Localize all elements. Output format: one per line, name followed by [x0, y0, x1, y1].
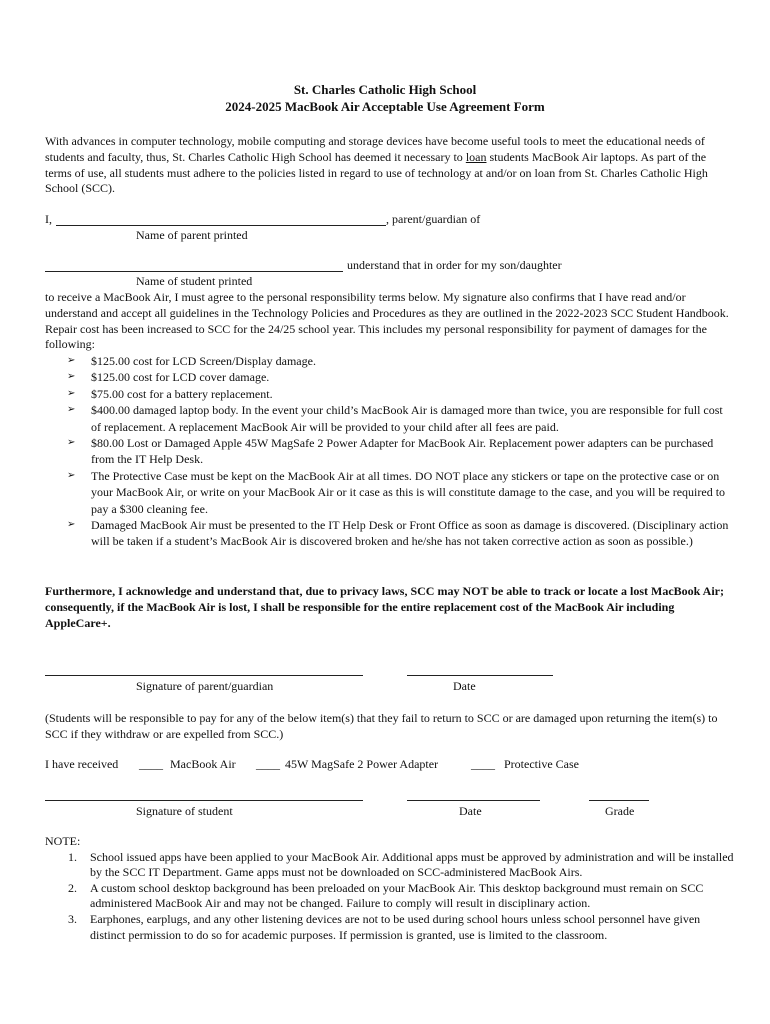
parent-signature-caption: Signature of parent/guardian	[136, 679, 274, 693]
cost-list	[67, 353, 732, 550]
student-name-field[interactable]	[45, 271, 343, 272]
school-name: St. Charles Catholic High School	[293, 82, 477, 97]
note-item	[45, 850, 735, 881]
cost-item: ➢ The Protective Case must be kept on the MacBook Air at all times. DO NOT place any stickers or tape on the protective case or on your MacBook Air, or write on your MacBook Air or it case as this is will constitute damage to the case, and you will be required to pay a $300 cleaning fee.	[67, 468, 726, 516]
cost-item: ➢ $400.00 damaged laptop body. In the event your child’s MacBook Air is damaged more than twice, you are responsible for full cost of replacement. A replacement MacBook Air will be provided to your child after all fees are paid.	[67, 403, 723, 434]
student-grade-field[interactable]	[589, 800, 649, 801]
note-item	[45, 881, 735, 912]
intro-text-b: students MacBook Air laptops. As part of the terms of use, all students must adhere to the policies listed in regard to use of technology at and/or on loan from St. Charles Catholic High School (SCC).	[45, 149, 708, 196]
student-name-caption: Name of student printed	[136, 274, 253, 288]
note-text: A custom school desktop background has been preloaded on your MacBook Air. This desktop background must remain on SCC administered MacBook Air and may not be changed. Failure to comply will result in disciplinary action.	[90, 880, 704, 911]
adapter-received-label: 45W MagSafe 2 Power Adapter	[285, 757, 439, 771]
student-date-caption: Date	[459, 804, 482, 818]
parent-signature-field[interactable]	[45, 675, 363, 676]
case-received-label: Protective Case	[504, 757, 579, 771]
arrow-bullet-icon: ➢	[67, 371, 76, 383]
acknowledgement-paragraph: Furthermore, I acknowledge and understand that, due to privacy laws, SCC may NOT be able to track or locate a lost MacBook Air; consequently, if the MacBook Air is lost, I shall be responsible for the entire replacement cost of the MacBook Air including AppleCare+.	[45, 584, 724, 630]
form-title: 2024-2025 MacBook Air Acceptable Use Agreement Form	[225, 99, 545, 114]
received-label: I have received	[45, 757, 119, 771]
note-number: 3.	[68, 911, 77, 926]
return-notice: (Students will be responsible to pay for any of the below item(s) that they fail to return to SCC or are damaged upon returning the item(s) to SCC if they withdraw or are expelled from SCC.)	[45, 711, 718, 741]
arrow-bullet-icon: ➢	[67, 355, 76, 366]
cost-item: ➢ $75.00 cost for a battery replacement.	[67, 386, 273, 401]
arrow-bullet-icon: ➢	[67, 469, 76, 481]
parent-date-field[interactable]	[407, 675, 553, 676]
note-section	[45, 834, 735, 943]
student-date-field[interactable]	[407, 800, 540, 801]
student-grade-caption: Grade	[605, 804, 635, 818]
parent-prefix: I,	[45, 212, 52, 226]
note-number: 1.	[68, 849, 77, 864]
terms-paragraph: to receive a MacBook Air, I must agree to the personal responsibility terms below. My signature also confirms that I have read and/or understand and accept all guidelines in the Technology Policies and Procedures as they are outlined in the 2022-2023 SCC Student Handbook. Repair cost has been increased to SCC for the 24/25 school year. This includes my personal responsibility for payment of damages for the following:	[45, 290, 729, 352]
loan-word: loan	[465, 149, 487, 164]
adapter-received-blank[interactable]: ____	[256, 757, 280, 771]
parent-suffix: , parent/guardian of	[386, 212, 481, 226]
parent-name-field[interactable]	[56, 225, 386, 226]
case-received-blank[interactable]: ____	[471, 757, 495, 771]
note-heading: NOTE:	[45, 834, 81, 848]
arrow-bullet-icon: ➢	[67, 387, 76, 399]
cost-item: ➢ $80.00 Lost or Damaged Apple 45W MagSafe 2 Power Adapter for MacBook Air. Replacement power adapters can be purchased from the IT Help Desk.	[67, 436, 714, 467]
intro-text-a: With advances in computer technology, mobile computing and storage devices have become useful tools to meet the educational needs of students and faculty, thus, St. Charles Catholic High School has deemed it necessary to	[45, 134, 705, 164]
parent-date-caption: Date	[453, 679, 476, 693]
cost-item: ➢ $125.00 cost for LCD cover damage.	[67, 370, 270, 385]
cost-item: ➢ Damaged MacBook Air must be presented to the IT Help Desk or Front Office as soon as damage is discovered. (Disciplinary action will be taken if a student’s MacBook Air is discovered broken and he/she has not taken corrective action as soon as possible.)	[67, 518, 729, 549]
note-item	[45, 912, 735, 943]
student-signature-caption: Signature of student	[136, 804, 233, 818]
cost-item: ➢ $125.00 cost for LCD Screen/Display damage.	[67, 354, 316, 368]
parent-name-caption: Name of parent printed	[136, 228, 248, 242]
intro-paragraph	[45, 134, 735, 197]
arrow-bullet-icon: ➢	[67, 437, 76, 449]
macbook-received-label: MacBook Air	[170, 757, 236, 771]
student-signature-field[interactable]	[45, 800, 363, 801]
arrow-bullet-icon: ➢	[67, 519, 76, 531]
macbook-received-blank[interactable]: ____	[139, 757, 163, 771]
note-list	[45, 850, 735, 944]
note-text: Earphones, earplugs, and any other listening devices are not to be used during school hours unless school personnel have given distinct permission to do so for academic purposes. If permission is granted, use is limited to the classroom.	[90, 911, 701, 942]
student-suffix: understand that in order for my son/daughter	[347, 258, 562, 272]
note-number: 2.	[68, 880, 77, 895]
arrow-bullet-icon: ➢	[67, 404, 76, 416]
note-text: School issued apps have been applied to your MacBook Air. Additional apps must be approved by administration and will be installed by the SCC IT Department. Game apps must not be downloaded on SCC-administered MacBook Airs.	[90, 849, 734, 880]
